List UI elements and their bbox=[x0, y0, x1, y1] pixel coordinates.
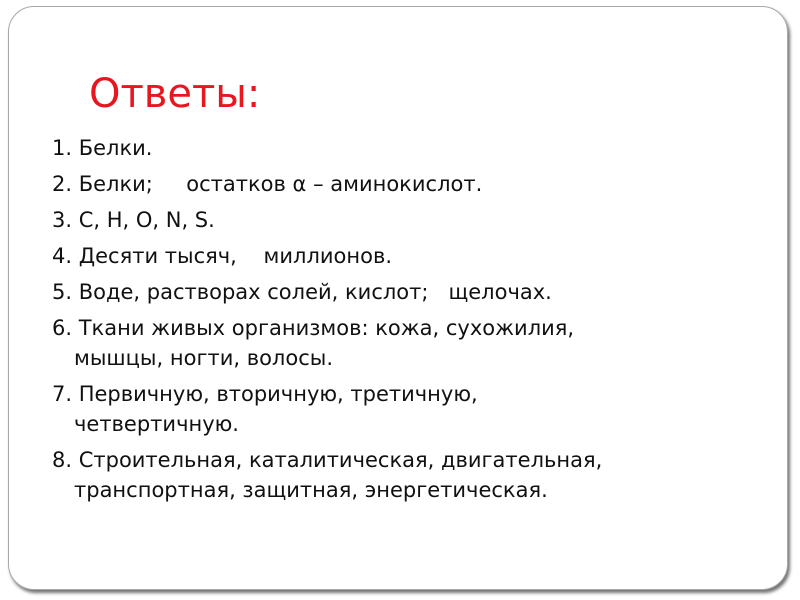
answer-line: 8. Строительная, каталитическая, двигательная, bbox=[52, 448, 603, 472]
answer-item-1 bbox=[52, 133, 772, 163]
slide-title: Ответы: bbox=[89, 71, 261, 117]
answer-line: 4. Десяти тысяч, миллионов. bbox=[52, 244, 393, 268]
answer-item-6 bbox=[52, 313, 772, 373]
answer-item-3 bbox=[52, 205, 772, 235]
answer-item-8 bbox=[52, 445, 772, 505]
answer-line-continued: мышцы, ногти, волосы. bbox=[74, 346, 334, 370]
answer-line-continued: транспортная, защитная, энергетическая. bbox=[74, 478, 548, 502]
answers-list bbox=[52, 133, 772, 505]
answer-item-7 bbox=[52, 379, 772, 439]
answer-item-5 bbox=[52, 277, 772, 307]
answer-line: 7. Первичную, вторичную, третичную, bbox=[52, 382, 478, 406]
answer-item-4 bbox=[52, 241, 772, 271]
answer-item-2 bbox=[52, 169, 772, 199]
answer-line: 5. Воде, растворах солей, кислот; щелочах. bbox=[52, 280, 552, 304]
answer-line: 1. Белки. bbox=[52, 136, 153, 160]
answer-line-continued: четвертичную. bbox=[74, 412, 239, 436]
answer-line: 2. Белки; остатков α – аминокислот. bbox=[52, 172, 483, 196]
answer-line: 3. C, H, O, N, S. bbox=[52, 208, 215, 232]
answer-line: 6. Ткани живых организмов: кожа, сухожилия, bbox=[52, 316, 575, 340]
